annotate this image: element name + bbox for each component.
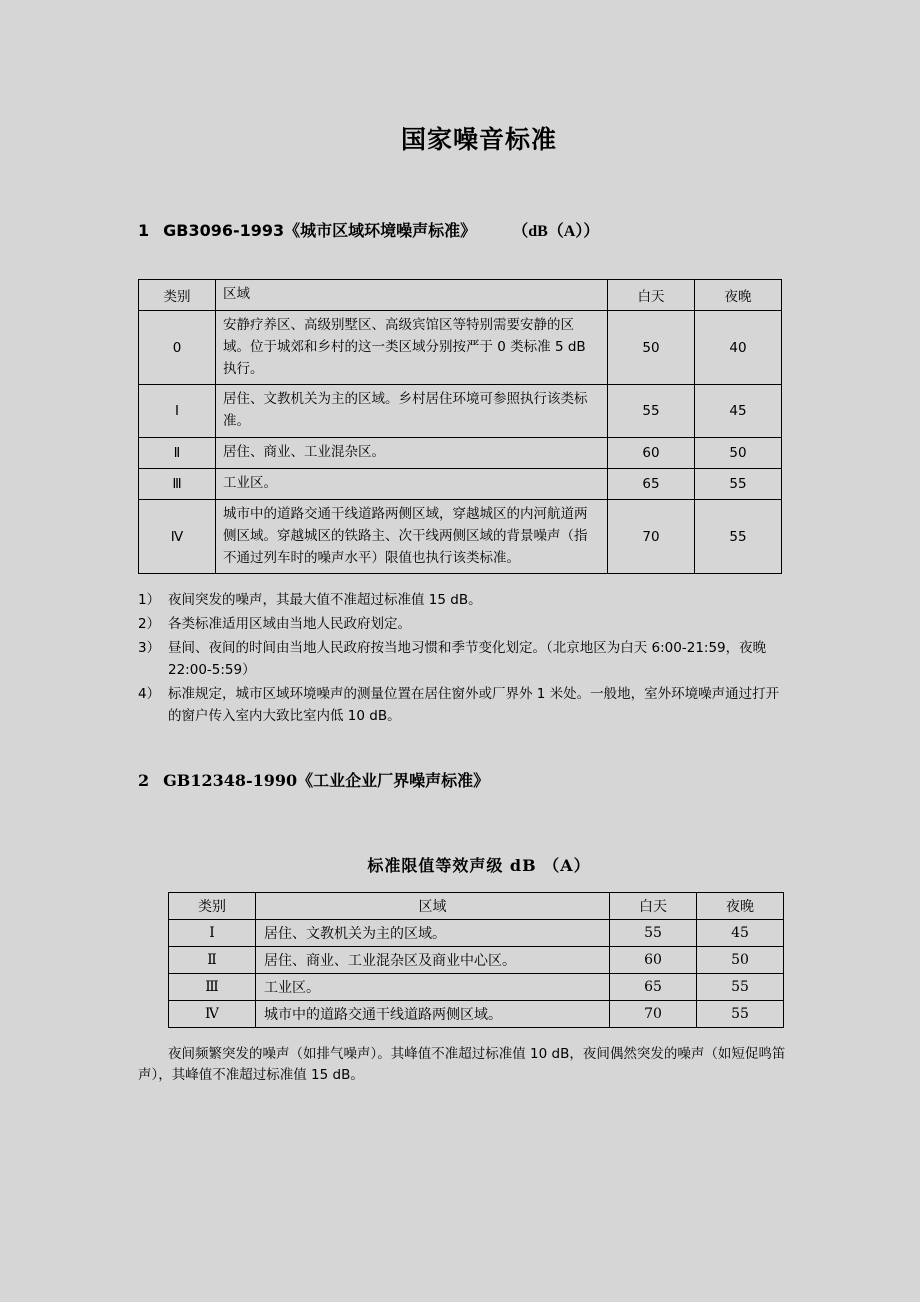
list-item: [138, 684, 790, 728]
header-category: 类别: [139, 280, 216, 311]
cell-day: 55: [608, 385, 695, 438]
closing-paragraph: 夜间频繁突发的噪声（如排气噪声）。其峰值不准超过标准值 10 dB，夜间偶然突发的噪声（如短促鸣笛声），其峰值不准超过标准值 15 dB。: [138, 1045, 786, 1084]
header-night: 夜晚: [697, 892, 784, 919]
list-item: [138, 614, 790, 636]
table-row: [169, 919, 784, 946]
cell-category: Ⅰ: [139, 385, 216, 438]
table-row: [139, 499, 782, 574]
cell-day: 60: [610, 946, 697, 973]
header-category: 类别: [169, 892, 256, 919]
note-text: 标准规定，城市区域环境噪声的测量位置在居住窗外或厂界外 1 米处。一般地，室外环境噪声通过打开的窗户传入室内大致比室内低 10 dB。: [168, 685, 780, 724]
cell-area: 居住、商业、工业混杂区及商业中心区。: [256, 946, 610, 973]
cell-area: 居住、商业、工业混杂区。: [216, 438, 608, 469]
note-marker: 2）: [138, 616, 161, 633]
section-standard-code: GB3096-1993《城市区域环境噪声标准》: [163, 221, 477, 240]
header-day: 白天: [608, 280, 695, 311]
note-marker: 1）: [138, 592, 161, 609]
note-text: 昼间、夜间的时间由当地人民政府按当地习惯和季节变化划定。（北京地区为白天 6:00-21:59，夜晚 22:00-5:59）: [168, 640, 767, 679]
table-row: [169, 1000, 784, 1027]
cell-night: 55: [697, 1000, 784, 1027]
cell-category: Ⅳ: [139, 499, 216, 574]
note-marker: 4）: [138, 685, 161, 702]
cell-night: 45: [695, 385, 782, 438]
cell-day: 65: [608, 469, 695, 500]
note-marker: 3）: [138, 640, 161, 657]
note-text: 夜间突发的噪声，其最大值不准超过标准值 15 dB。: [168, 592, 482, 609]
cell-night: 50: [695, 438, 782, 469]
header-area: 区域: [256, 892, 610, 919]
section-standard-code: GB12348-1990《工业企业厂界噪声标准》: [163, 770, 490, 790]
cell-day: 55: [610, 919, 697, 946]
table-header-row: [169, 892, 784, 919]
list-item: [138, 638, 790, 682]
section-heading-1: [138, 218, 820, 241]
cell-night: 45: [697, 919, 784, 946]
cell-night: 55: [695, 499, 782, 574]
cell-category: Ⅱ: [169, 946, 256, 973]
cell-category: Ⅳ: [169, 1000, 256, 1027]
table-row: [139, 310, 782, 385]
page-title: 国家噪音标准: [400, 125, 557, 154]
cell-day: 50: [608, 310, 695, 385]
table-urban-area-noise: [138, 279, 782, 574]
table-header-row: [139, 280, 782, 311]
header-day: 白天: [610, 892, 697, 919]
list-item: [138, 590, 790, 612]
table-row: [139, 469, 782, 500]
cell-category: Ⅱ: [139, 438, 216, 469]
note-text: 各类标准适用区域由当地人民政府划定。: [168, 616, 411, 633]
cell-night: 55: [695, 469, 782, 500]
table-industrial-boundary-noise: [168, 892, 784, 1028]
table2-title: 标准限值等效声级 dB （A）: [367, 855, 591, 875]
cell-day: 65: [610, 973, 697, 1000]
cell-area: 居住、文教机关为主的区域。: [256, 919, 610, 946]
notes-list: [138, 590, 790, 727]
cell-day: 70: [608, 499, 695, 574]
cell-night: 50: [697, 946, 784, 973]
table-row: [169, 946, 784, 973]
cell-category: 0: [139, 310, 216, 385]
section-number: 1: [138, 221, 150, 240]
header-area: 区域: [216, 280, 608, 311]
cell-category: Ⅲ: [139, 469, 216, 500]
section-number: 2: [138, 770, 150, 790]
table-row: [139, 438, 782, 469]
cell-area: 工业区。: [216, 469, 608, 500]
cell-area: 安静疗养区、高级别墅区、高级宾馆区等特别需要安静的区域。位于城郊和乡村的这一类区域分别按严于 0 类标准 5 dB 执行。: [216, 310, 608, 385]
cell-area: 城市中的道路交通干线道路两侧区域。: [256, 1000, 610, 1027]
table-row: [169, 973, 784, 1000]
table-row: [139, 385, 782, 438]
cell-area: 居住、文教机关为主的区域。乡村居住环境可参照执行该类标准。: [216, 385, 608, 438]
cell-day: 70: [610, 1000, 697, 1027]
cell-day: 60: [608, 438, 695, 469]
cell-area: 城市中的道路交通干线道路两侧区域，穿越城区的内河航道两侧区域。穿越城区的铁路主、次干线两侧区域的背景噪声（指不通过列车时的噪声水平）限值也执行该类标准。: [216, 499, 608, 574]
header-night: 夜晚: [695, 280, 782, 311]
cell-area: 工业区。: [256, 973, 610, 1000]
cell-night: 55: [697, 973, 784, 1000]
section-unit: （dB（A））: [520, 223, 600, 240]
cell-category: Ⅰ: [169, 919, 256, 946]
section-heading-2: [138, 768, 820, 791]
cell-night: 40: [695, 310, 782, 385]
cell-category: Ⅲ: [169, 973, 256, 1000]
